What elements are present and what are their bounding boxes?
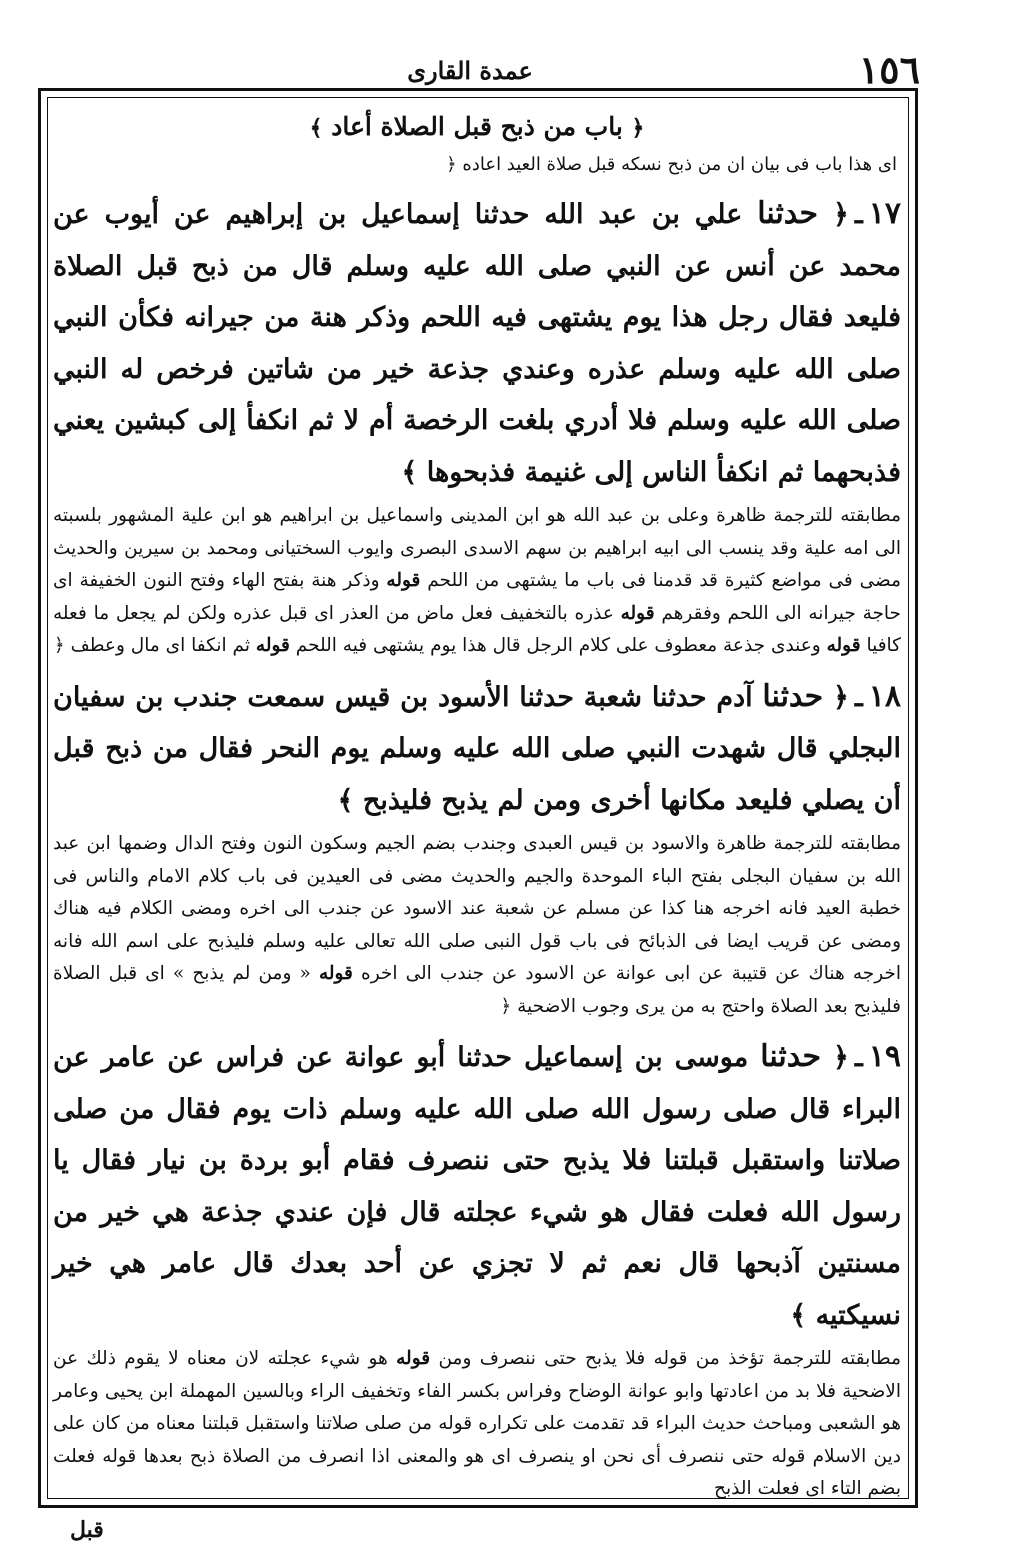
commentary-keyword: قوله bbox=[620, 602, 655, 624]
haddathana-word: حدثنا bbox=[762, 678, 824, 714]
commentary-keyword: قوله bbox=[396, 1348, 431, 1369]
commentary-text: وعندى جذعة معطوف على كلام الرجل قال هذا يوم يشتهى فيه اللحم bbox=[295, 635, 821, 656]
hadith-separator: ـ bbox=[854, 681, 863, 713]
commentary-18 bbox=[53, 828, 901, 1023]
hadith-separator: ـ bbox=[854, 199, 863, 230]
commentary-text: مطابقته للترجمة ظاهرة وعلى بن عبد الله هو ابن المدينى واسماعيل بن ابراهيم هو ابن علية المشهور بلسبته الى امه علية وقد ينسب الى ابيه ابراهيم بن سهم الاسدى البصرى وايوب السختيانى ومحمد بن سيرين والحديث مضى فى مواضع كثيرة قد قدمنا فى باب ما يشتهى من اللحم bbox=[53, 505, 902, 591]
commentary-17 bbox=[53, 500, 901, 663]
commentary-text: ثم انكفا اى مال وعطف ﴿ bbox=[53, 635, 251, 656]
book-title: عمدة القارى bbox=[407, 56, 533, 85]
hadith-close-bracket: ﴾ bbox=[401, 456, 418, 488]
catchword: قبل bbox=[70, 1517, 104, 1543]
hadith-number: ١٩ bbox=[868, 1039, 902, 1074]
hadith-close-bracket: ﴾ bbox=[790, 1299, 807, 1331]
commentary-keyword: قوله bbox=[386, 570, 421, 591]
commentary-text: مطابقته للترجمة ظاهرة والاسود بن قيس العبدى وجندب بضم الجيم وسكون النون وفتح الدال وضمها ابن عبد الله بن سفيان البجلى بفتح الباء الموحدة والجيم والحديث مضى فى العيدين فى باب كلام الامام والناس فى خطبة العيد فانه اخرجه هنا كذا عن مسلم عن شعبة عند الاسود عن جندب الى اخره ومضى الكلام فيه هناك ومضى عن قريب ايضا فى الذبائح فى باب قول النبى صلى الله تعالى عليه وسلم فليذبح على اسم الله فانه اخرجه هناك عن قتيبة عن ابى عوانة عن الاسود عن جندب الى اخره bbox=[53, 833, 901, 984]
chapter-heading bbox=[53, 109, 901, 146]
page-frame bbox=[38, 88, 918, 1508]
hadith-separator: ـ bbox=[854, 1042, 863, 1073]
commentary-text: عذره بالتخفيف فعل ماض من العذر اى قبل عذره ولكن لم يجعل ما فعله كافيا bbox=[53, 602, 901, 656]
hadith-number: ١٧ bbox=[868, 196, 901, 231]
ornament-left: ﴾ bbox=[309, 115, 323, 141]
hadith-open-bracket: ﴿ bbox=[833, 681, 849, 713]
hadith-17 bbox=[53, 188, 901, 498]
chapter-gloss: اى هذا باب فى بيان ان من ذبح نسكه قبل صلاة العيد اعاده ﴿ bbox=[446, 154, 897, 175]
ornament-right: ﴿ bbox=[631, 115, 645, 141]
hadith-text: آدم حدثنا شعبة حدثنا الأسود بن قيس سمعت جندب بن سفيان البجلي قال شهدت النبي صلى الله عليه وسلم يوم النحر فقال من ذبح قبل أن يصلي فليعد مكانها أخرى ومن لم يذبح فليذبح bbox=[53, 681, 901, 816]
hadith-text: موسى بن إسماعيل حدثنا أبو عوانة عن فراس عن عامر عن البراء قال صلى رسول الله صلى الله عليه وسلم ذات يوم فقال من صلى صلاتنا واستقبل قبلتنا فلا يذبح حتى ننصرف فقام أبو بردة بن نيار فقال يا رسول الله فعلت فقال هو شيء عجلته قال فإن عندي جذعة هي خير من مسنتين آذبحها قال نعم ثم لا تجزي عن أحد بعدك قال عامر هي خير نسيكتيه bbox=[53, 1042, 902, 1331]
chapter-title: باب من ذبح قبل الصلاة أعاد bbox=[331, 112, 623, 141]
page-body bbox=[53, 103, 901, 1497]
hadith-close-bracket: ﴾ bbox=[337, 784, 354, 816]
hadith-open-bracket: ﴿ bbox=[833, 1042, 849, 1073]
haddathana-word: حدثنا bbox=[757, 196, 819, 231]
hadith-number: ١٨ bbox=[868, 678, 901, 714]
hadith-18 bbox=[53, 671, 901, 827]
hadith-open-bracket: ﴿ bbox=[833, 199, 849, 230]
haddathana-word: حدثنا bbox=[760, 1039, 822, 1074]
commentary-text: « ومن لم يذبح » اى قبل الصلاة فليذبح بعد الصلاة واحتج به من يرى وجوب الاضحية ﴿ bbox=[53, 963, 901, 1017]
commentary-text: مطابقته للترجمة تؤخذ من قوله فلا يذبح حتى ننصرف ومن bbox=[438, 1348, 901, 1369]
page-number: ١٥٦ bbox=[858, 47, 920, 92]
hadith-text: علي بن عبد الله حدثنا إسماعيل بن إبراهيم عن أيوب عن محمد عن أنس عن النبي صلى الله عليه وسلم قال من ذبح قبل الصلاة فليعد فقال رجل هذا يوم يشتهى فيه اللحم وذكر هنة من جيرانه فكأن النبي صلى الله عليه وسلم عذره وعندي جذعة خير من شاتين فرخص له النبي صلى الله عليه وسلم فلا أدري بلغت الرخصة أم لا ثم انكفأ إلى كبشين يعني فذبحهما ثم انكفأ الناس إلى غنيمة فذبحوها bbox=[53, 199, 901, 488]
commentary-keyword: قوله bbox=[255, 635, 290, 656]
commentary-keyword: قوله bbox=[318, 963, 353, 984]
commentary-19 bbox=[53, 1343, 901, 1506]
running-header bbox=[40, 47, 920, 92]
hadith-19 bbox=[53, 1031, 901, 1341]
commentary-keyword: قوله bbox=[826, 635, 861, 656]
commentary-text: وذكر هنة بفتح الهاء وفتح النون الخفيفة اى حاجة جيرانه الى اللحم وفقرهم bbox=[53, 570, 901, 624]
commentary-text: هو شيء عجلته لان معناه لا يقوم ذلك عن الاضحية فلا بد من اعادتها وابو عوانة الوضاح وفراس بكسر الفاء وتخفيف الراء وبالسين المهملة ابن يحيى وعامر هو الشعبى ومباحث حديث البراء قد تقدمت على تكراره قوله من صلى صلاتنا واستقبل قبلتنا معناه من كان على دين الاسلام قوله حتى ننصرف أى نحن او ينصرف اى هو والمعنى اذا انصرف من الصلاة ذبح بعدها قوله فعلت بضم التاء اى فعلت الذبح bbox=[53, 1348, 901, 1499]
